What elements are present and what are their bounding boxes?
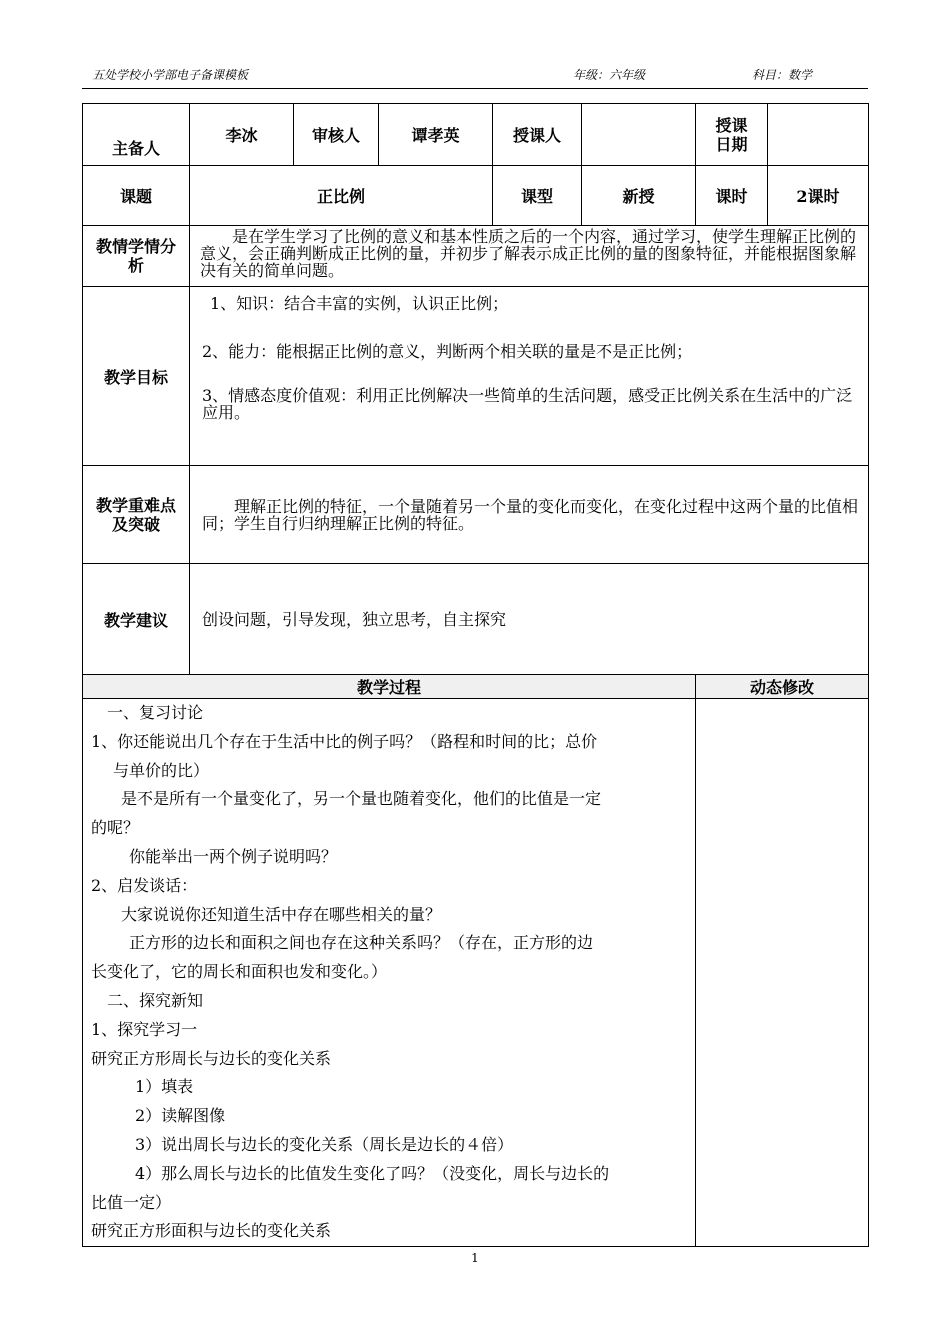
goals-content (190, 287, 869, 466)
process-line: 4）那么周长与边长的比值发生变化了吗？（没变化，周长与边长的 (135, 1163, 610, 1183)
lesson-date-label: 授课日期 (696, 104, 768, 166)
process-line: 3）说出周长与边长的变化关系（周长是边长的４倍） (135, 1134, 514, 1154)
suggestions-label: 教学建议 (83, 564, 190, 675)
preparer-label: 主备人 (83, 104, 190, 166)
lesson-hours-value: 2课时 (768, 166, 869, 226)
process-line: 研究正方形面积与边长的变化关系 (91, 1221, 332, 1241)
goals-label: 教学目标 (83, 287, 190, 466)
teacher-label: 授课人 (493, 104, 582, 166)
subject-label: 科目：数学 (752, 68, 813, 82)
process-line: 1、探究学习一 (91, 1019, 198, 1039)
process-line: 1、你还能说出几个存在于生活中比的例子吗？（路程和时间的比；总价 (91, 731, 598, 751)
lesson-date-value (768, 104, 869, 166)
teacher-value (582, 104, 696, 166)
key-points-text: 理解正比例的特征，一个量随着另一个量的变化而变化，在变化过程中这两个量的比值相同；学生自行归纳理解正比例的特征。 (190, 466, 869, 564)
header-divider (82, 88, 868, 89)
process-line: 一、复习讨论 (107, 703, 204, 722)
analysis-text: 是在学生学习了比例的意义和基本性质之后的一个内容，通过学习，使学生理解正比例的意义，会正确判断成正比例的量，并初步了解表示成正比例的量的图象特征，并能根据图象解决有关的简单问题。 (190, 226, 869, 287)
page-header (0, 66, 950, 86)
process-line: 你能举出一两个例子说明吗？ (129, 846, 338, 866)
lesson-hours-label: 课时 (696, 166, 768, 226)
process-line: 与单价的比） (113, 760, 210, 780)
goal-attitude: 3、情感态度价值观：利用正比例解决一些简单的生活问题，感受正比例关系在生活中的广泛应用。 (202, 386, 853, 422)
topic-label: 课题 (83, 166, 190, 226)
reviewer-value: 谭孝英 (379, 104, 493, 166)
goal-knowledge: 1、知识：结合丰富的实例，认识正比例； (210, 294, 509, 313)
topic-value: 正比例 (190, 166, 493, 226)
process-line: 是不是所有一个量变化了，另一个量也随着变化，他们的比值是一定 (121, 789, 602, 809)
page-number: 1 (471, 1251, 479, 1265)
process-content (83, 699, 696, 1247)
process-line: 的呢？ (91, 818, 140, 838)
changes-header: 动态修改 (696, 675, 869, 699)
process-line: 二、探究新知 (107, 990, 204, 1010)
grade-label: 年级：六年级 (573, 68, 646, 82)
lesson-plan-table (82, 103, 869, 1247)
process-line: 正方形的边长和面积之间也存在这种关系吗？（存在，正方形的边 (129, 933, 594, 953)
lesson-type-value: 新授 (582, 166, 696, 226)
process-line: 研究正方形周长与边长的变化关系 (91, 1048, 332, 1068)
lesson-type-label: 课型 (493, 166, 582, 226)
suggestions-text: 创设问题，引导发现，独立思考，自主探究 (190, 564, 869, 675)
process-line: 比值一定） (91, 1192, 172, 1212)
process-header: 教学过程 (83, 675, 696, 699)
process-line: 1）填表 (135, 1077, 194, 1097)
goal-ability: 2、能力：能根据正比例的意义，判断两个相关联的量是不是正比例； (202, 342, 693, 361)
process-line: 大家说说你还知道生活中存在哪些相关的量？ (121, 904, 442, 924)
analysis-label: 教情学情分析 (83, 226, 190, 287)
process-line: 长变化了，它的周长和面积也发和变化。） (91, 962, 388, 982)
process-line: 2、启发谈话： (91, 875, 198, 895)
process-line: 2）读解图像 (135, 1106, 226, 1126)
dynamic-changes-cell (696, 699, 869, 1247)
key-points-label: 教学重难点及突破 (83, 466, 190, 564)
school-template-title: 五处学校小学部电子备课模板 (92, 68, 249, 82)
reviewer-label: 审核人 (294, 104, 379, 166)
preparer-value: 李冰 (190, 104, 294, 166)
